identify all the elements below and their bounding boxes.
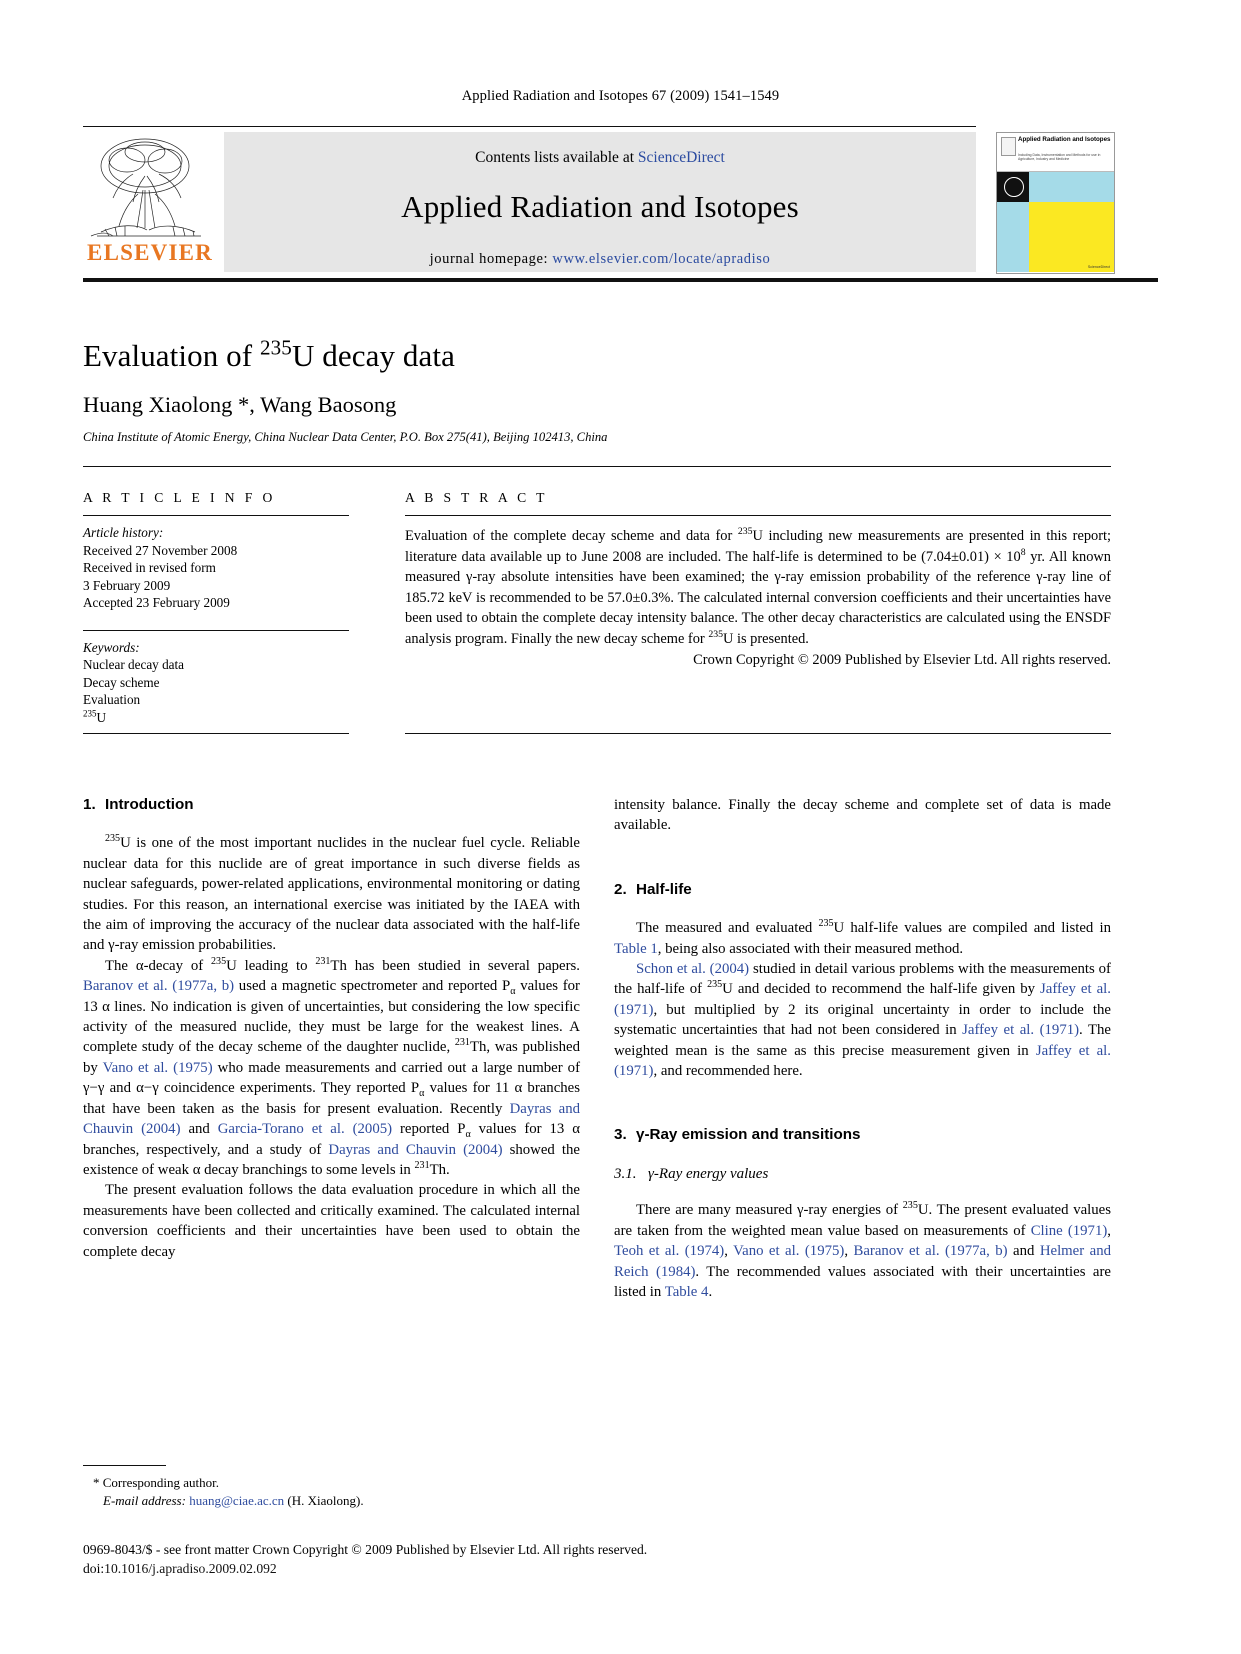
journal-title: Applied Radiation and Isotopes: [401, 189, 799, 224]
email-note: [83, 1492, 580, 1510]
sub: α: [510, 986, 516, 998]
spacer: [614, 836, 1111, 880]
seg: reported P: [392, 1121, 466, 1138]
section-number: 3.: [614, 1126, 627, 1144]
citation-dayras-chauvin-2004-b[interactable]: Dayras and Chauvin (2004): [328, 1141, 503, 1158]
seg: , and recommended here.: [653, 1063, 803, 1080]
keyword-isotope-superscript: 235: [83, 708, 97, 719]
spacer: [614, 1081, 1111, 1125]
masthead-bottom-rule: [83, 278, 1158, 282]
cover-logo-circle-icon: [1004, 177, 1024, 197]
intro-p1-text: U is one of the most important nuclides in the nuclear fuel cycle. Reliable nuclear data for this nuclide are of great importance in such diverse fields as nuclear safeguards, power-related applications, environmental monitoring or dating studies. For this reason, an international exercise was initiated by the IAEA with the aim of improving the accuracy of the nuclear data associated with the half-life and γ-ray emission probabilities.: [83, 835, 580, 954]
footnote-rule: [83, 1465, 166, 1466]
sub: α: [419, 1088, 425, 1100]
footnote-block: [83, 1465, 580, 1509]
doi-label: doi:: [83, 1561, 105, 1576]
title-part-2: U decay data: [291, 338, 455, 373]
sup: 235: [818, 918, 834, 930]
article-info-rule: [83, 515, 349, 516]
journal-cover-thumbnail: [996, 132, 1115, 274]
keywords-rule: [83, 630, 349, 631]
seg: ,: [1107, 1222, 1111, 1239]
citation-dayras-chauvin-2004[interactable]: Dayras and Chauvin (2004): [83, 1100, 580, 1138]
keyword-item: Evaluation: [83, 692, 141, 707]
cover-lower-band: [997, 202, 1114, 272]
cover-footer-text: ScienceDirect: [1087, 265, 1110, 269]
abstract-seg: yr. All known measured γ-ray absolute intensities have been examined; the γ-ray emission probability of the reference γ-ray line of 185.72 keV is recommended to be 57.0±0.3%. The calculated internal conversion coefficients and their uncertainties have been used to obtain the complete decay intensity balance. The other decay characteristics are calculated using the ENSDF analysis program. Finally the new decay scheme for: [405, 548, 1112, 647]
abstract-seg: U including new measurements are presented in this report; literature data available up to June 2008 are included. The half-life is determined to be (7.04±0.01) × 10: [405, 528, 1112, 565]
body-column-left: [83, 795, 580, 1262]
subsection-heading-gamma-energy: [614, 1164, 1111, 1184]
affiliation-rule: [83, 466, 1111, 467]
seg: U leading to: [226, 957, 316, 974]
seg: . The recommended values associated with their uncertainties are listed in: [614, 1263, 1111, 1300]
citation-cline-1971[interactable]: Cline (1971): [1030, 1222, 1108, 1239]
cover-header: [997, 133, 1114, 172]
abstract-column: [405, 490, 1111, 669]
abstract-rule: [405, 515, 1111, 516]
intro-paragraph-1: [83, 833, 580, 955]
abstract-sup: 235: [737, 526, 753, 538]
section-title: Introduction: [105, 796, 194, 813]
abstract-sup: 8: [1020, 546, 1026, 558]
article-history-label: Article history:: [83, 525, 164, 540]
article-history-item: Received 27 November 2008: [83, 542, 238, 558]
seg: Th.: [429, 1161, 450, 1178]
section-number: 2.: [614, 880, 627, 898]
gamma-paragraph-1: [614, 1200, 1111, 1302]
intro-p1-sup: 235: [105, 833, 121, 845]
seg: U and decided to recommend the half-life given by: [722, 981, 1041, 998]
section-number: 1.: [83, 796, 96, 813]
citation-vano-1975[interactable]: Vano et al. (1975): [102, 1059, 213, 1076]
sup: 235: [707, 979, 723, 991]
article-info-column: [83, 490, 349, 726]
cover-logo-icon: [997, 172, 1029, 202]
citation-helmer-reich-1984[interactable]: Helmer and Reich (1984): [614, 1243, 1111, 1280]
article-history-item: 3 February 2009: [83, 577, 171, 593]
keywords-label: Keywords:: [83, 639, 140, 655]
keyword-item: Decay scheme: [83, 674, 160, 690]
sup: 231: [414, 1159, 430, 1171]
abstract-heading: A B S T R A C T: [405, 490, 548, 505]
citation-jaffey-1971-b[interactable]: Jaffey et al. (1971): [962, 1022, 1080, 1039]
abstract-copyright: Crown Copyright © 2009 Published by Elsevier Ltd. All rights reserved.: [693, 651, 1111, 668]
homepage-prefix: journal homepage:: [429, 251, 553, 267]
doi-link[interactable]: 10.1016/j.apradiso.2009.02.092: [104, 1561, 277, 1576]
title-superscript: 235: [260, 335, 292, 360]
abstract-text: [405, 526, 1111, 650]
cover-left-bar: [997, 202, 1029, 272]
sup: 231: [315, 955, 331, 967]
seg: and: [1007, 1243, 1040, 1260]
seg: showed the existence of weak α decay branchings to some levels in: [83, 1141, 580, 1178]
cover-mark-icon: [1001, 137, 1016, 156]
citation-baranov-1977[interactable]: Baranov et al. (1977a, b): [83, 978, 235, 995]
article-history-block: [83, 524, 349, 612]
email-link[interactable]: huang@ciae.ac.cn: [189, 1492, 285, 1508]
seg: ,: [724, 1243, 734, 1260]
seg: The α-decay of: [105, 957, 212, 974]
elsevier-wordmark: ELSEVIER: [87, 240, 213, 265]
cover-cyan-band: [1029, 172, 1114, 202]
abstract-seg: Evaluation of the complete decay scheme and data for: [405, 528, 738, 544]
table-1-link[interactable]: Table 1: [614, 940, 658, 957]
seg: used a magnetic spectrometer and reported P: [234, 978, 511, 995]
seg: and: [180, 1121, 218, 1138]
halflife-paragraph-2: [614, 959, 1111, 1081]
author-list: Huang Xiaolong *, Wang Baosong: [83, 392, 397, 417]
seg: . The weighted mean is the same as this precise measurement given in: [614, 1022, 1111, 1059]
email-owner: (H. Xiaolong).: [287, 1492, 364, 1508]
imprint-block: [83, 1540, 1111, 1578]
section-heading-gamma-ray: [614, 1125, 1111, 1145]
seg: Th has been studied in several papers.: [330, 957, 580, 974]
citation-schon-2004[interactable]: Schon et al. (2004): [636, 961, 750, 978]
sub: α: [465, 1129, 471, 1141]
citation-vano-1975-b[interactable]: Vano et al. (1975): [733, 1243, 845, 1260]
seg: Th, was published by: [83, 1039, 580, 1076]
journal-homepage-link[interactable]: www.elsevier.com/locate/apradiso: [552, 251, 771, 267]
abstract-sup: 235: [708, 629, 723, 641]
seg: U. The present evaluated values are taken from the weighted mean value based on measurements of: [614, 1202, 1111, 1239]
article-history-item: Accepted 23 February 2009: [83, 595, 230, 610]
section-heading-introduction: [83, 795, 580, 815]
seg: , being also associated with their measured method.: [657, 940, 964, 957]
journal-band: [224, 132, 976, 272]
seg: studied in detail various problems with the measurements of the half-life of: [614, 961, 1111, 998]
title-part-1: Evaluation of: [83, 338, 261, 373]
issn-copyright-line: 0969-8043/$ - see front matter Crown Copyright © 2009 Published by Elsevier Ltd. All rights reserved.: [83, 1542, 648, 1557]
seg: U half-life values are compiled and listed in: [833, 920, 1111, 937]
subsection-number: 3.1.: [614, 1165, 637, 1182]
affiliation: China Institute of Atomic Energy, China Nuclear Data Center, P.O. Box 275(41), Beijing 102413, China: [83, 430, 608, 444]
citation-jaffey-1971-c[interactable]: Jaffey et al. (1971): [614, 1042, 1111, 1080]
sup: 235: [902, 1200, 918, 1212]
abstract-seg: U is presented.: [722, 630, 809, 647]
subsection-title: γ-Ray energy values: [648, 1165, 769, 1182]
halflife-paragraph-1: [614, 918, 1111, 959]
corresponding-author-note: * Corresponding author.: [93, 1475, 220, 1490]
masthead-body: [83, 127, 1158, 274]
keyword-isotope-symbol: U: [96, 709, 106, 725]
table-4-link[interactable]: Table 4: [664, 1283, 709, 1300]
intro-paragraph-3: The present evaluation follows the data evaluation procedure in which all the measurements have been collected and critically examined. The calculated internal conversion coefficients and their uncertainties have been used to obtain the complete decay: [83, 1182, 580, 1260]
citation-teoh-1974[interactable]: Teoh et al. (1974): [614, 1243, 725, 1260]
intro-paragraph-3-continued: intensity balance. Finally the decay scheme and complete set of data is made available.: [614, 797, 1111, 834]
citation-baranov-1977-b[interactable]: Baranov et al. (1977a, b): [853, 1243, 1008, 1260]
seg: , but multiplied by 2 its original uncertainty in order to include the systematic uncertainties that had not been considered in: [614, 1001, 1111, 1039]
running-head: Applied Radiation and Isotopes 67 (2009) 1541–1549: [461, 88, 780, 104]
doi-line: [83, 1559, 1111, 1578]
email-label: E-mail address:: [103, 1492, 186, 1508]
seg: The measured and evaluated: [636, 920, 819, 937]
sciencedirect-link[interactable]: ScienceDirect: [637, 149, 725, 166]
section-title: Half-life: [636, 880, 692, 898]
seg: .: [708, 1283, 713, 1300]
seg: values for 11 α branches that have been taken as the basis for present evaluation. Recently: [83, 1080, 580, 1117]
contents-line: [224, 132, 976, 167]
sup: 235: [211, 955, 227, 967]
abstract-bottom-rule: [405, 733, 1111, 734]
cover-subtitle: Including Data, Instrumentation and Methods for use in Agriculture, Industry and Medicine: [1018, 153, 1101, 162]
seg: values for 13 α branches, respectively, and a study of: [83, 1121, 580, 1158]
journal-masthead: [83, 126, 1158, 282]
cover-title: Applied Radiation and Isotopes: [1018, 136, 1111, 143]
info-bottom-rule: [83, 733, 349, 734]
cover-yellow-panel: [1029, 202, 1114, 272]
article-info-heading: A R T I C L E I N F O: [83, 490, 276, 505]
seg: ,: [844, 1243, 854, 1260]
sup: 231: [454, 1037, 470, 1049]
section-title: γ-Ray emission and transitions: [636, 1126, 861, 1144]
seg: who made measurements and carried out a large number of γ−γ and α−γ coincidence experiments. They reported P: [83, 1059, 580, 1097]
cover-midband: [997, 172, 1114, 202]
article-history-item: Received in revised form: [83, 560, 216, 575]
intro-paragraph-2: [83, 956, 580, 1180]
keywords-block: [83, 639, 349, 727]
citation-jaffey-1971[interactable]: Jaffey et al. (1971): [614, 981, 1111, 1018]
keyword-item: Nuclear decay data: [83, 657, 185, 672]
seg: values for 13 α lines. No indication is given of uncertainties, but considering the low specific activity of the measured nuclide, they must be large for the weakest lines. A complete study of the decay scheme of the daughter nuclide,: [83, 978, 580, 1056]
contents-prefix: Contents lists available at: [475, 149, 638, 166]
body-column-right: [614, 795, 1111, 1302]
elsevier-tree-icon: [83, 132, 213, 244]
keyword-item-isotope: [83, 709, 349, 727]
seg: There are many measured γ-ray energies of: [636, 1202, 903, 1219]
page-title: [83, 335, 455, 374]
journal-homepage-line: [224, 251, 976, 268]
citation-garcia-torano-2005[interactable]: Garcia-Torano et al. (2005): [217, 1121, 393, 1138]
section-heading-half-life: [614, 880, 1111, 900]
